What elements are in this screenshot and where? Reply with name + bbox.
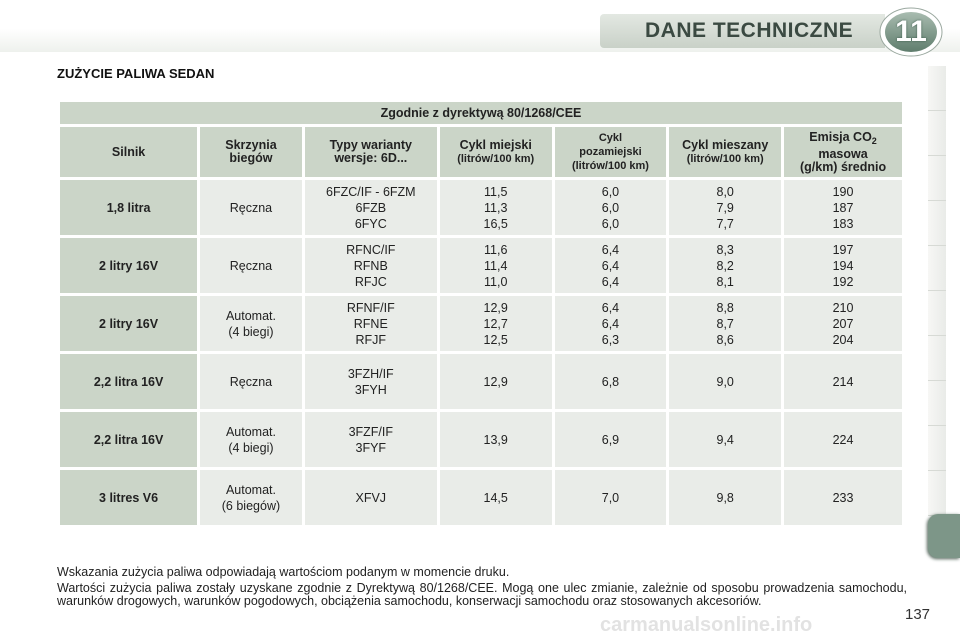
side-tab[interactable] [928, 201, 946, 246]
chapter-title: DANE TECHNICZNE [645, 19, 854, 42]
extra-urban-cell: 6,0 6,0 6,0 [555, 180, 667, 235]
table-row [60, 470, 902, 525]
engine-cell: 2,2 litra 16V [60, 412, 197, 467]
co2-cell: 197 194 192 [784, 238, 902, 293]
side-tab[interactable] [928, 66, 946, 111]
gearbox-cell: Ręczna [200, 354, 302, 409]
engine-cell: 3 litres V6 [60, 470, 197, 525]
types-cell: 3FZH/IF 3FYH [305, 354, 437, 409]
header-extra-urban-cycle: Cykl pozamiejski (litrów/100 km) [555, 127, 667, 177]
header-engine: Silnik [60, 127, 197, 177]
urban-cell: 12,9 [440, 354, 552, 409]
header-variant-types: Typy warianty wersje: 6D... [305, 127, 437, 177]
extra-urban-cell: 7,0 [555, 470, 667, 525]
side-tab[interactable] [928, 111, 946, 156]
combined-cell: 9,0 [669, 354, 781, 409]
side-tab[interactable] [928, 336, 946, 381]
section-title: ZUŻYCIE PALIWA SEDAN [57, 66, 215, 81]
co2-cell: 210 207 204 [784, 296, 902, 351]
extra-urban-cell: 6,9 [555, 412, 667, 467]
engine-cell: 2 litry 16V [60, 296, 197, 351]
engine-cell: 1,8 litra [60, 180, 197, 235]
combined-cell: 8,8 8,7 8,6 [669, 296, 781, 351]
watermark: carmanualsonline.info [600, 614, 813, 636]
side-tab-active[interactable] [928, 514, 960, 558]
table-row [60, 180, 902, 235]
types-cell: RFNF/IF RFNE RFJF [305, 296, 437, 351]
urban-cell: 14,5 [440, 470, 552, 525]
co2-cell: 224 [784, 412, 902, 467]
header-co2-emission: Emisja $CO_2$ masowa (g/km) średnio [784, 127, 902, 177]
chapter-number: 11 [895, 15, 927, 48]
urban-cell: 11,6 11,4 11,0 [440, 238, 552, 293]
combined-cell: 8,0 7,9 7,7 [669, 180, 781, 235]
engine-cell: 2 litry 16V [60, 238, 197, 293]
header-combined-cycle: Cykl mieszany (litrów/100 km) [669, 127, 781, 177]
table-row [60, 296, 902, 351]
gearbox-cell: Ręczna [200, 180, 302, 235]
side-tab[interactable] [928, 471, 946, 516]
types-cell: 6FZC/IF - 6FZM 6FZB 6FYC [305, 180, 437, 235]
side-tabs [928, 66, 960, 526]
types-cell: RFNC/IF RFNB RFJC [305, 238, 437, 293]
gearbox-cell: Automat. (4 biegi) [200, 296, 302, 351]
gearbox-cell: Automat. (6 biegów) [200, 470, 302, 525]
urban-cell: 13,9 [440, 412, 552, 467]
co2-cell: 233 [784, 470, 902, 525]
combined-cell: 9,8 [669, 470, 781, 525]
note-directive-info: Wartości zużycia paliwa zostały uzyskane zgodnie z Dyrektywą 80/1268/CEE. Mogą one ulec zmianie, zależnie od sposobu prowadzenia samochodu, warunków drogowych, warunków pogodowych, obciążenia samochodu, konserwacji samochodu oraz stosowanych akcesoriów. [57, 581, 907, 608]
fuel-consumption-table [57, 99, 905, 528]
side-tab[interactable] [928, 381, 946, 426]
header-urban-cycle: Cykl miejski (litrów/100 km) [440, 127, 552, 177]
gearbox-cell: Ręczna [200, 238, 302, 293]
table-row [60, 238, 902, 293]
types-cell: 3FZF/IF 3FYF [305, 412, 437, 467]
note-print-info: Wskazania zużycia paliwa odpowiadają wartościom podanym w momencie druku. [57, 565, 510, 579]
urban-cell: 11,5 11,3 16,5 [440, 180, 552, 235]
table-caption: Zgodnie z dyrektywą 80/1268/CEE [60, 102, 902, 124]
gearbox-cell: Automat. (4 biegi) [200, 412, 302, 467]
page-number: 137 [905, 606, 931, 623]
types-cell: XFVJ [305, 470, 437, 525]
combined-cell: 8,3 8,2 8,1 [669, 238, 781, 293]
combined-cell: 9,4 [669, 412, 781, 467]
co2-cell: 214 [784, 354, 902, 409]
co2-cell: 190 187 183 [784, 180, 902, 235]
header-gearbox: Skrzynia biegów [200, 127, 302, 177]
extra-urban-cell: 6,4 6,4 6,4 [555, 238, 667, 293]
engine-cell: 2,2 litra 16V [60, 354, 197, 409]
table-row [60, 354, 902, 409]
side-tab[interactable] [928, 291, 946, 336]
side-tab[interactable] [928, 246, 946, 291]
side-tab[interactable] [928, 426, 946, 471]
table-row [60, 412, 902, 467]
extra-urban-cell: 6,8 [555, 354, 667, 409]
extra-urban-cell: 6,4 6,4 6,3 [555, 296, 667, 351]
side-tab[interactable] [928, 156, 946, 201]
urban-cell: 12,9 12,7 12,5 [440, 296, 552, 351]
